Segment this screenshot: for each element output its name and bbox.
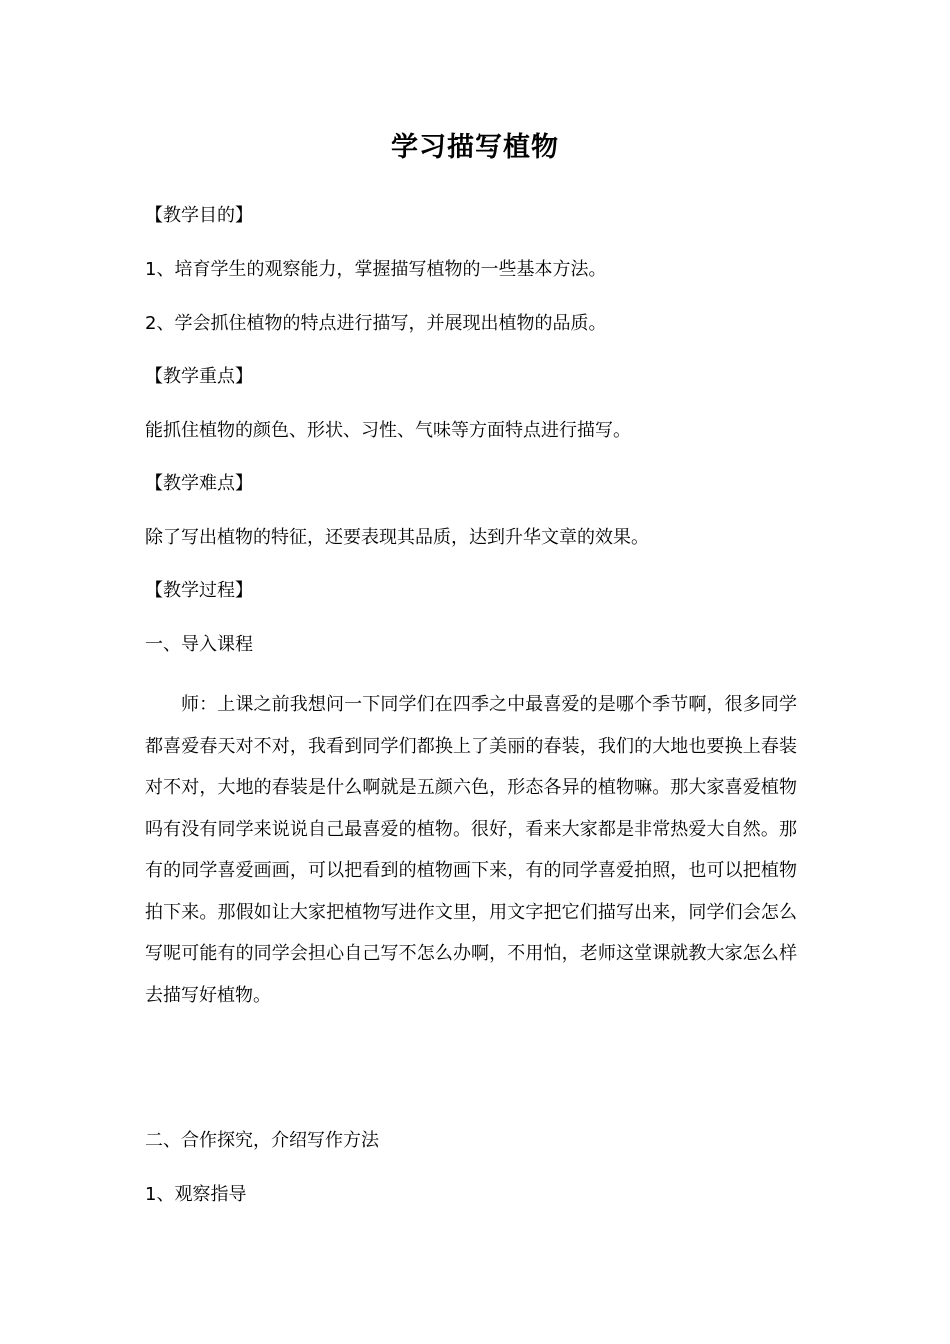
step-2-heading: 二、合作探究，介绍写作方法 bbox=[145, 1130, 379, 1151]
process-heading: 【教学过程】 bbox=[145, 580, 253, 601]
goal-item-1: 1、培育学生的观察能力，掌握描写植物的一些基本方法。 bbox=[145, 259, 607, 280]
goal-heading: 【教学目的】 bbox=[145, 205, 253, 226]
step-2-subheading-1: 1、观察指导 bbox=[145, 1184, 247, 1205]
difficulty-text: 除了写出植物的特征，还要表现其品质，达到升华文章的效果。 bbox=[145, 527, 649, 548]
goal-item-2: 2、学会抓住植物的特点进行描写，并展现出植物的品质。 bbox=[145, 313, 607, 334]
step-1-heading: 一、导入课程 bbox=[145, 634, 253, 655]
document-title: 学习描写植物 bbox=[391, 132, 559, 163]
focus-heading: 【教学重点】 bbox=[145, 366, 253, 387]
step-1-paragraph: 师：上课之前我想问一下同学们在四季之中最喜爱的是哪个季节啊，很多同学都喜爱春天对不对，我看到同学们都换上了美丽的春装，我们的大地也要换上春装对不对，大地的春装是什么啊就是五颜六色，形态各异的植物嘛。那大家喜爱植物吗有没有同学来说说自己最喜爱的植物。很好，看来大家都是非常热爱大自然。那有的同学喜爱画画，可以把看到的植物画下来，有的同学喜爱拍照，也可以把植物拍下来。那假如让大家把植物写进作文里，用文字把它们描写出来，同学们会怎么写呢可能有的同学会担心自己写不怎么办啊，不用怕，老师这堂课就教大家怎么样去描写好植物。 bbox=[145, 694, 797, 1006]
difficulty-heading: 【教学难点】 bbox=[145, 473, 253, 494]
focus-text: 能抓住植物的颜色、形状、习性、气味等方面特点进行描写。 bbox=[145, 420, 631, 441]
